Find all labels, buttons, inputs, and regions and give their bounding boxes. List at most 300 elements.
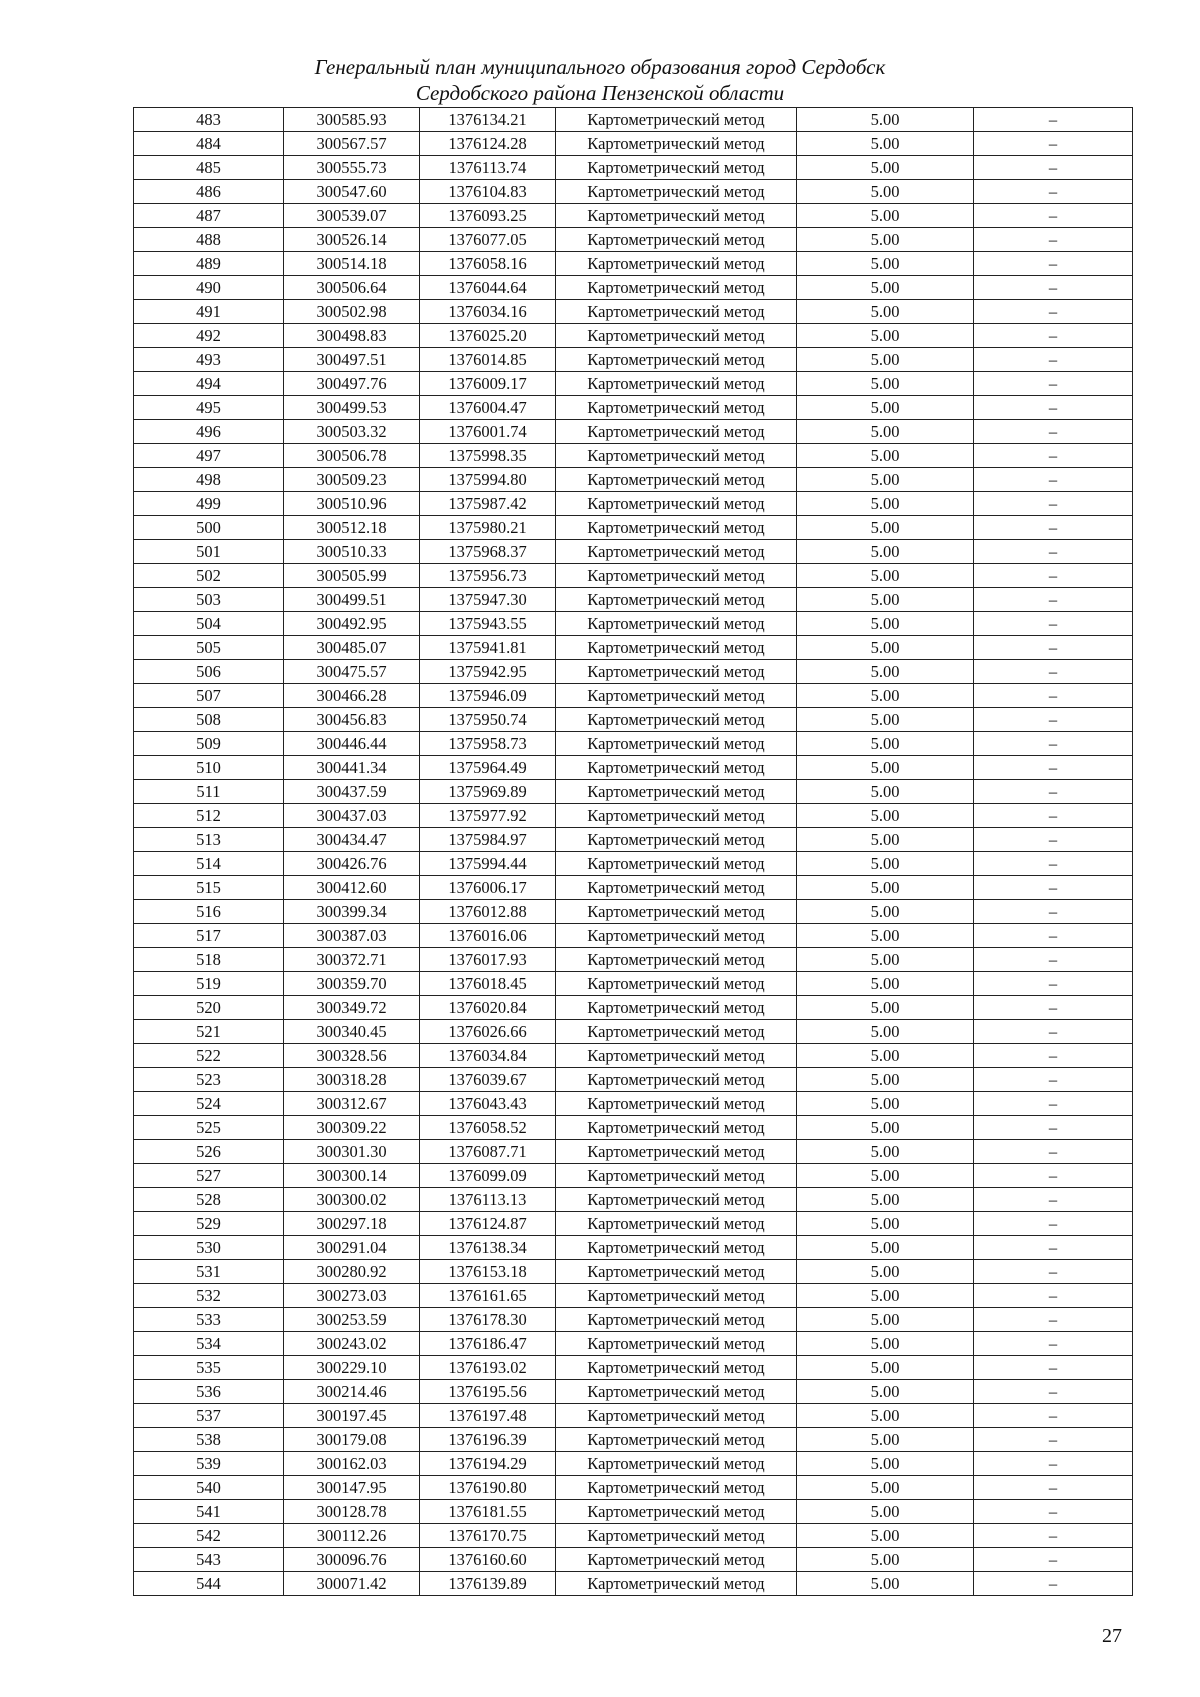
accuracy-cell: 5.00 bbox=[797, 1404, 974, 1428]
point-number-cell: 541 bbox=[134, 1500, 284, 1524]
point-number-cell: 501 bbox=[134, 540, 284, 564]
method-cell: Картометрический метод bbox=[556, 1548, 797, 1572]
x-coordinate-cell: 300547.60 bbox=[284, 180, 420, 204]
method-cell: Картометрический метод bbox=[556, 756, 797, 780]
description-cell: – bbox=[974, 1236, 1133, 1260]
accuracy-cell: 5.00 bbox=[797, 948, 974, 972]
method-cell: Картометрический метод bbox=[556, 804, 797, 828]
method-cell: Картометрический метод bbox=[556, 1476, 797, 1500]
method-cell: Картометрический метод bbox=[556, 1260, 797, 1284]
table-row bbox=[134, 372, 1133, 396]
point-number-cell: 516 bbox=[134, 900, 284, 924]
y-coordinate-cell: 1376039.67 bbox=[420, 1068, 556, 1092]
y-coordinate-cell: 1376020.84 bbox=[420, 996, 556, 1020]
table-row bbox=[134, 132, 1133, 156]
x-coordinate-cell: 300197.45 bbox=[284, 1404, 420, 1428]
table-row bbox=[134, 852, 1133, 876]
document-header bbox=[0, 54, 1200, 106]
table-row bbox=[134, 708, 1133, 732]
point-number-cell: 485 bbox=[134, 156, 284, 180]
method-cell: Картометрический метод bbox=[556, 780, 797, 804]
description-cell: – bbox=[974, 1188, 1133, 1212]
method-cell: Картометрический метод bbox=[556, 300, 797, 324]
description-cell: – bbox=[974, 852, 1133, 876]
method-cell: Картометрический метод bbox=[556, 108, 797, 132]
description-cell: – bbox=[974, 780, 1133, 804]
y-coordinate-cell: 1376193.02 bbox=[420, 1356, 556, 1380]
point-number-cell: 487 bbox=[134, 204, 284, 228]
accuracy-cell: 5.00 bbox=[797, 780, 974, 804]
x-coordinate-cell: 300555.73 bbox=[284, 156, 420, 180]
x-coordinate-cell: 300300.14 bbox=[284, 1164, 420, 1188]
table-row bbox=[134, 1332, 1133, 1356]
table-row bbox=[134, 396, 1133, 420]
accuracy-cell: 5.00 bbox=[797, 1452, 974, 1476]
table-row bbox=[134, 492, 1133, 516]
y-coordinate-cell: 1376178.30 bbox=[420, 1308, 556, 1332]
method-cell: Картометрический метод bbox=[556, 1380, 797, 1404]
y-coordinate-cell: 1376014.85 bbox=[420, 348, 556, 372]
point-number-cell: 519 bbox=[134, 972, 284, 996]
x-coordinate-cell: 300096.76 bbox=[284, 1548, 420, 1572]
x-coordinate-cell: 300502.98 bbox=[284, 300, 420, 324]
method-cell: Картометрический метод bbox=[556, 1164, 797, 1188]
method-cell: Картометрический метод bbox=[556, 1236, 797, 1260]
x-coordinate-cell: 300291.04 bbox=[284, 1236, 420, 1260]
x-coordinate-cell: 300456.83 bbox=[284, 708, 420, 732]
description-cell: – bbox=[974, 1140, 1133, 1164]
table-row bbox=[134, 588, 1133, 612]
table-row bbox=[134, 1380, 1133, 1404]
point-number-cell: 500 bbox=[134, 516, 284, 540]
method-cell: Картометрический метод bbox=[556, 564, 797, 588]
y-coordinate-cell: 1376138.34 bbox=[420, 1236, 556, 1260]
point-number-cell: 483 bbox=[134, 108, 284, 132]
description-cell: – bbox=[974, 1524, 1133, 1548]
method-cell: Картометрический метод bbox=[556, 708, 797, 732]
method-cell: Картометрический метод bbox=[556, 228, 797, 252]
coordinates-table-body bbox=[134, 108, 1133, 1596]
description-cell: – bbox=[974, 300, 1133, 324]
point-number-cell: 525 bbox=[134, 1116, 284, 1140]
method-cell: Картометрический метод bbox=[556, 1188, 797, 1212]
x-coordinate-cell: 300499.51 bbox=[284, 588, 420, 612]
point-number-cell: 496 bbox=[134, 420, 284, 444]
x-coordinate-cell: 300466.28 bbox=[284, 684, 420, 708]
table-row bbox=[134, 756, 1133, 780]
y-coordinate-cell: 1376043.43 bbox=[420, 1092, 556, 1116]
method-cell: Картометрический метод bbox=[556, 972, 797, 996]
point-number-cell: 486 bbox=[134, 180, 284, 204]
x-coordinate-cell: 300412.60 bbox=[284, 876, 420, 900]
point-number-cell: 504 bbox=[134, 612, 284, 636]
method-cell: Картометрический метод bbox=[556, 252, 797, 276]
accuracy-cell: 5.00 bbox=[797, 1188, 974, 1212]
point-number-cell: 543 bbox=[134, 1548, 284, 1572]
accuracy-cell: 5.00 bbox=[797, 1380, 974, 1404]
point-number-cell: 502 bbox=[134, 564, 284, 588]
description-cell: – bbox=[974, 132, 1133, 156]
accuracy-cell: 5.00 bbox=[797, 540, 974, 564]
accuracy-cell: 5.00 bbox=[797, 828, 974, 852]
x-coordinate-cell: 300506.78 bbox=[284, 444, 420, 468]
method-cell: Картометрический метод bbox=[556, 1140, 797, 1164]
x-coordinate-cell: 300253.59 bbox=[284, 1308, 420, 1332]
y-coordinate-cell: 1375994.44 bbox=[420, 852, 556, 876]
y-coordinate-cell: 1376012.88 bbox=[420, 900, 556, 924]
method-cell: Картометрический метод bbox=[556, 132, 797, 156]
method-cell: Картометрический метод bbox=[556, 324, 797, 348]
description-cell: – bbox=[974, 204, 1133, 228]
y-coordinate-cell: 1376197.48 bbox=[420, 1404, 556, 1428]
table-row bbox=[134, 1236, 1133, 1260]
method-cell: Картометрический метод bbox=[556, 1092, 797, 1116]
description-cell: – bbox=[974, 996, 1133, 1020]
x-coordinate-cell: 300434.47 bbox=[284, 828, 420, 852]
y-coordinate-cell: 1375950.74 bbox=[420, 708, 556, 732]
x-coordinate-cell: 300280.92 bbox=[284, 1260, 420, 1284]
x-coordinate-cell: 300446.44 bbox=[284, 732, 420, 756]
y-coordinate-cell: 1376058.52 bbox=[420, 1116, 556, 1140]
description-cell: – bbox=[974, 540, 1133, 564]
accuracy-cell: 5.00 bbox=[797, 348, 974, 372]
description-cell: – bbox=[974, 396, 1133, 420]
accuracy-cell: 5.00 bbox=[797, 732, 974, 756]
accuracy-cell: 5.00 bbox=[797, 252, 974, 276]
table-row bbox=[134, 276, 1133, 300]
coordinates-table bbox=[133, 107, 1133, 1596]
y-coordinate-cell: 1375969.89 bbox=[420, 780, 556, 804]
description-cell: – bbox=[974, 420, 1133, 444]
y-coordinate-cell: 1376196.39 bbox=[420, 1428, 556, 1452]
x-coordinate-cell: 300312.67 bbox=[284, 1092, 420, 1116]
x-coordinate-cell: 300497.51 bbox=[284, 348, 420, 372]
x-coordinate-cell: 300318.28 bbox=[284, 1068, 420, 1092]
x-coordinate-cell: 300309.22 bbox=[284, 1116, 420, 1140]
point-number-cell: 533 bbox=[134, 1308, 284, 1332]
point-number-cell: 492 bbox=[134, 324, 284, 348]
accuracy-cell: 5.00 bbox=[797, 1140, 974, 1164]
x-coordinate-cell: 300539.07 bbox=[284, 204, 420, 228]
description-cell: – bbox=[974, 948, 1133, 972]
description-cell: – bbox=[974, 1500, 1133, 1524]
description-cell: – bbox=[974, 1356, 1133, 1380]
header-line-1: Генеральный план муниципального образования город Сердобск bbox=[314, 55, 886, 79]
point-number-cell: 538 bbox=[134, 1428, 284, 1452]
method-cell: Картометрический метод bbox=[556, 996, 797, 1020]
x-coordinate-cell: 300372.71 bbox=[284, 948, 420, 972]
method-cell: Картометрический метод bbox=[556, 540, 797, 564]
description-cell: – bbox=[974, 972, 1133, 996]
description-cell: – bbox=[974, 828, 1133, 852]
accuracy-cell: 5.00 bbox=[797, 1524, 974, 1548]
point-number-cell: 531 bbox=[134, 1260, 284, 1284]
x-coordinate-cell: 300437.59 bbox=[284, 780, 420, 804]
method-cell: Картометрический метод bbox=[556, 372, 797, 396]
y-coordinate-cell: 1375941.81 bbox=[420, 636, 556, 660]
table-row bbox=[134, 228, 1133, 252]
point-number-cell: 529 bbox=[134, 1212, 284, 1236]
description-cell: – bbox=[974, 1020, 1133, 1044]
y-coordinate-cell: 1375977.92 bbox=[420, 804, 556, 828]
method-cell: Картометрический метод bbox=[556, 1020, 797, 1044]
accuracy-cell: 5.00 bbox=[797, 1476, 974, 1500]
accuracy-cell: 5.00 bbox=[797, 684, 974, 708]
table-row bbox=[134, 1524, 1133, 1548]
x-coordinate-cell: 300399.34 bbox=[284, 900, 420, 924]
method-cell: Картометрический метод bbox=[556, 516, 797, 540]
x-coordinate-cell: 300349.72 bbox=[284, 996, 420, 1020]
point-number-cell: 505 bbox=[134, 636, 284, 660]
table-row bbox=[134, 1068, 1133, 1092]
y-coordinate-cell: 1376194.29 bbox=[420, 1452, 556, 1476]
table-row bbox=[134, 1284, 1133, 1308]
y-coordinate-cell: 1376001.74 bbox=[420, 420, 556, 444]
y-coordinate-cell: 1376093.25 bbox=[420, 204, 556, 228]
method-cell: Картометрический метод bbox=[556, 684, 797, 708]
description-cell: – bbox=[974, 108, 1133, 132]
point-number-cell: 507 bbox=[134, 684, 284, 708]
accuracy-cell: 5.00 bbox=[797, 1548, 974, 1572]
table-row bbox=[134, 1356, 1133, 1380]
point-number-cell: 498 bbox=[134, 468, 284, 492]
description-cell: – bbox=[974, 1116, 1133, 1140]
accuracy-cell: 5.00 bbox=[797, 588, 974, 612]
table-row bbox=[134, 1164, 1133, 1188]
accuracy-cell: 5.00 bbox=[797, 1572, 974, 1596]
table-row bbox=[134, 348, 1133, 372]
accuracy-cell: 5.00 bbox=[797, 324, 974, 348]
y-coordinate-cell: 1376190.80 bbox=[420, 1476, 556, 1500]
y-coordinate-cell: 1376170.75 bbox=[420, 1524, 556, 1548]
table-row bbox=[134, 1140, 1133, 1164]
accuracy-cell: 5.00 bbox=[797, 1236, 974, 1260]
method-cell: Картометрический метод bbox=[556, 204, 797, 228]
table-row bbox=[134, 804, 1133, 828]
method-cell: Картометрический метод bbox=[556, 1284, 797, 1308]
x-coordinate-cell: 300441.34 bbox=[284, 756, 420, 780]
description-cell: – bbox=[974, 708, 1133, 732]
x-coordinate-cell: 300492.95 bbox=[284, 612, 420, 636]
table-row bbox=[134, 780, 1133, 804]
method-cell: Картометрический метод bbox=[556, 396, 797, 420]
table-row bbox=[134, 252, 1133, 276]
method-cell: Картометрический метод bbox=[556, 828, 797, 852]
description-cell: – bbox=[974, 876, 1133, 900]
x-coordinate-cell: 300071.42 bbox=[284, 1572, 420, 1596]
description-cell: – bbox=[974, 1164, 1133, 1188]
table-row bbox=[134, 516, 1133, 540]
table-row bbox=[134, 1452, 1133, 1476]
point-number-cell: 518 bbox=[134, 948, 284, 972]
point-number-cell: 522 bbox=[134, 1044, 284, 1068]
accuracy-cell: 5.00 bbox=[797, 180, 974, 204]
table-row bbox=[134, 1116, 1133, 1140]
accuracy-cell: 5.00 bbox=[797, 156, 974, 180]
accuracy-cell: 5.00 bbox=[797, 396, 974, 420]
x-coordinate-cell: 300297.18 bbox=[284, 1212, 420, 1236]
point-number-cell: 506 bbox=[134, 660, 284, 684]
accuracy-cell: 5.00 bbox=[797, 756, 974, 780]
accuracy-cell: 5.00 bbox=[797, 468, 974, 492]
description-cell: – bbox=[974, 756, 1133, 780]
y-coordinate-cell: 1375956.73 bbox=[420, 564, 556, 588]
point-number-cell: 526 bbox=[134, 1140, 284, 1164]
table-row bbox=[134, 876, 1133, 900]
y-coordinate-cell: 1376160.60 bbox=[420, 1548, 556, 1572]
table-row bbox=[134, 1212, 1133, 1236]
accuracy-cell: 5.00 bbox=[797, 228, 974, 252]
accuracy-cell: 5.00 bbox=[797, 420, 974, 444]
accuracy-cell: 5.00 bbox=[797, 1044, 974, 1068]
accuracy-cell: 5.00 bbox=[797, 612, 974, 636]
y-coordinate-cell: 1376006.17 bbox=[420, 876, 556, 900]
point-number-cell: 524 bbox=[134, 1092, 284, 1116]
y-coordinate-cell: 1376018.45 bbox=[420, 972, 556, 996]
y-coordinate-cell: 1376058.16 bbox=[420, 252, 556, 276]
point-number-cell: 484 bbox=[134, 132, 284, 156]
accuracy-cell: 5.00 bbox=[797, 924, 974, 948]
accuracy-cell: 5.00 bbox=[797, 1332, 974, 1356]
y-coordinate-cell: 1376004.47 bbox=[420, 396, 556, 420]
accuracy-cell: 5.00 bbox=[797, 492, 974, 516]
method-cell: Картометрический метод bbox=[556, 1428, 797, 1452]
x-coordinate-cell: 300497.76 bbox=[284, 372, 420, 396]
accuracy-cell: 5.00 bbox=[797, 204, 974, 228]
x-coordinate-cell: 300506.64 bbox=[284, 276, 420, 300]
method-cell: Картометрический метод bbox=[556, 1308, 797, 1332]
method-cell: Картометрический метод bbox=[556, 1452, 797, 1476]
y-coordinate-cell: 1376016.06 bbox=[420, 924, 556, 948]
point-number-cell: 535 bbox=[134, 1356, 284, 1380]
point-number-cell: 536 bbox=[134, 1380, 284, 1404]
description-cell: – bbox=[974, 228, 1133, 252]
description-cell: – bbox=[974, 324, 1133, 348]
accuracy-cell: 5.00 bbox=[797, 1212, 974, 1236]
x-coordinate-cell: 300273.03 bbox=[284, 1284, 420, 1308]
method-cell: Картометрический метод bbox=[556, 1356, 797, 1380]
y-coordinate-cell: 1375984.97 bbox=[420, 828, 556, 852]
method-cell: Картометрический метод bbox=[556, 1116, 797, 1140]
x-coordinate-cell: 300437.03 bbox=[284, 804, 420, 828]
table-row bbox=[134, 444, 1133, 468]
point-number-cell: 514 bbox=[134, 852, 284, 876]
y-coordinate-cell: 1376124.87 bbox=[420, 1212, 556, 1236]
point-number-cell: 489 bbox=[134, 252, 284, 276]
x-coordinate-cell: 300426.76 bbox=[284, 852, 420, 876]
description-cell: – bbox=[974, 516, 1133, 540]
table-row bbox=[134, 1260, 1133, 1284]
description-cell: – bbox=[974, 348, 1133, 372]
x-coordinate-cell: 300526.14 bbox=[284, 228, 420, 252]
point-number-cell: 537 bbox=[134, 1404, 284, 1428]
y-coordinate-cell: 1376017.93 bbox=[420, 948, 556, 972]
x-coordinate-cell: 300503.32 bbox=[284, 420, 420, 444]
table-row bbox=[134, 564, 1133, 588]
table-row bbox=[134, 468, 1133, 492]
method-cell: Картометрический метод bbox=[556, 660, 797, 684]
method-cell: Картометрический метод bbox=[556, 852, 797, 876]
method-cell: Картометрический метод bbox=[556, 156, 797, 180]
accuracy-cell: 5.00 bbox=[797, 1020, 974, 1044]
table-row bbox=[134, 684, 1133, 708]
method-cell: Картометрический метод bbox=[556, 1500, 797, 1524]
x-coordinate-cell: 300112.26 bbox=[284, 1524, 420, 1548]
accuracy-cell: 5.00 bbox=[797, 1356, 974, 1380]
x-coordinate-cell: 300147.95 bbox=[284, 1476, 420, 1500]
description-cell: – bbox=[974, 1452, 1133, 1476]
description-cell: – bbox=[974, 1044, 1133, 1068]
method-cell: Картометрический метод bbox=[556, 444, 797, 468]
table-row bbox=[134, 1308, 1133, 1332]
description-cell: – bbox=[974, 468, 1133, 492]
table-row bbox=[134, 636, 1133, 660]
y-coordinate-cell: 1375968.37 bbox=[420, 540, 556, 564]
method-cell: Картометрический метод bbox=[556, 1524, 797, 1548]
table-row bbox=[134, 108, 1133, 132]
method-cell: Картометрический метод bbox=[556, 420, 797, 444]
table-row bbox=[134, 1548, 1133, 1572]
table-row bbox=[134, 828, 1133, 852]
description-cell: – bbox=[974, 900, 1133, 924]
point-number-cell: 532 bbox=[134, 1284, 284, 1308]
accuracy-cell: 5.00 bbox=[797, 132, 974, 156]
table-row bbox=[134, 300, 1133, 324]
table-row bbox=[134, 732, 1133, 756]
description-cell: – bbox=[974, 636, 1133, 660]
description-cell: – bbox=[974, 1572, 1133, 1596]
y-coordinate-cell: 1376104.83 bbox=[420, 180, 556, 204]
table-row bbox=[134, 660, 1133, 684]
y-coordinate-cell: 1376026.66 bbox=[420, 1020, 556, 1044]
y-coordinate-cell: 1375998.35 bbox=[420, 444, 556, 468]
method-cell: Картометрический метод bbox=[556, 588, 797, 612]
table-row bbox=[134, 996, 1133, 1020]
table-row bbox=[134, 1188, 1133, 1212]
y-coordinate-cell: 1375958.73 bbox=[420, 732, 556, 756]
point-number-cell: 521 bbox=[134, 1020, 284, 1044]
description-cell: – bbox=[974, 1092, 1133, 1116]
y-coordinate-cell: 1376134.21 bbox=[420, 108, 556, 132]
description-cell: – bbox=[974, 252, 1133, 276]
description-cell: – bbox=[974, 1308, 1133, 1332]
table-row bbox=[134, 204, 1133, 228]
accuracy-cell: 5.00 bbox=[797, 108, 974, 132]
x-coordinate-cell: 300514.18 bbox=[284, 252, 420, 276]
x-coordinate-cell: 300510.33 bbox=[284, 540, 420, 564]
method-cell: Картометрический метод bbox=[556, 636, 797, 660]
y-coordinate-cell: 1376161.65 bbox=[420, 1284, 556, 1308]
y-coordinate-cell: 1376113.74 bbox=[420, 156, 556, 180]
point-number-cell: 544 bbox=[134, 1572, 284, 1596]
accuracy-cell: 5.00 bbox=[797, 852, 974, 876]
y-coordinate-cell: 1376044.64 bbox=[420, 276, 556, 300]
x-coordinate-cell: 300179.08 bbox=[284, 1428, 420, 1452]
method-cell: Картометрический метод bbox=[556, 924, 797, 948]
y-coordinate-cell: 1376186.47 bbox=[420, 1332, 556, 1356]
accuracy-cell: 5.00 bbox=[797, 1068, 974, 1092]
method-cell: Картометрический метод bbox=[556, 1572, 797, 1596]
point-number-cell: 527 bbox=[134, 1164, 284, 1188]
point-number-cell: 488 bbox=[134, 228, 284, 252]
accuracy-cell: 5.00 bbox=[797, 1260, 974, 1284]
y-coordinate-cell: 1375987.42 bbox=[420, 492, 556, 516]
table-row bbox=[134, 1020, 1133, 1044]
table-row bbox=[134, 612, 1133, 636]
point-number-cell: 499 bbox=[134, 492, 284, 516]
method-cell: Картометрический метод bbox=[556, 948, 797, 972]
description-cell: – bbox=[974, 492, 1133, 516]
